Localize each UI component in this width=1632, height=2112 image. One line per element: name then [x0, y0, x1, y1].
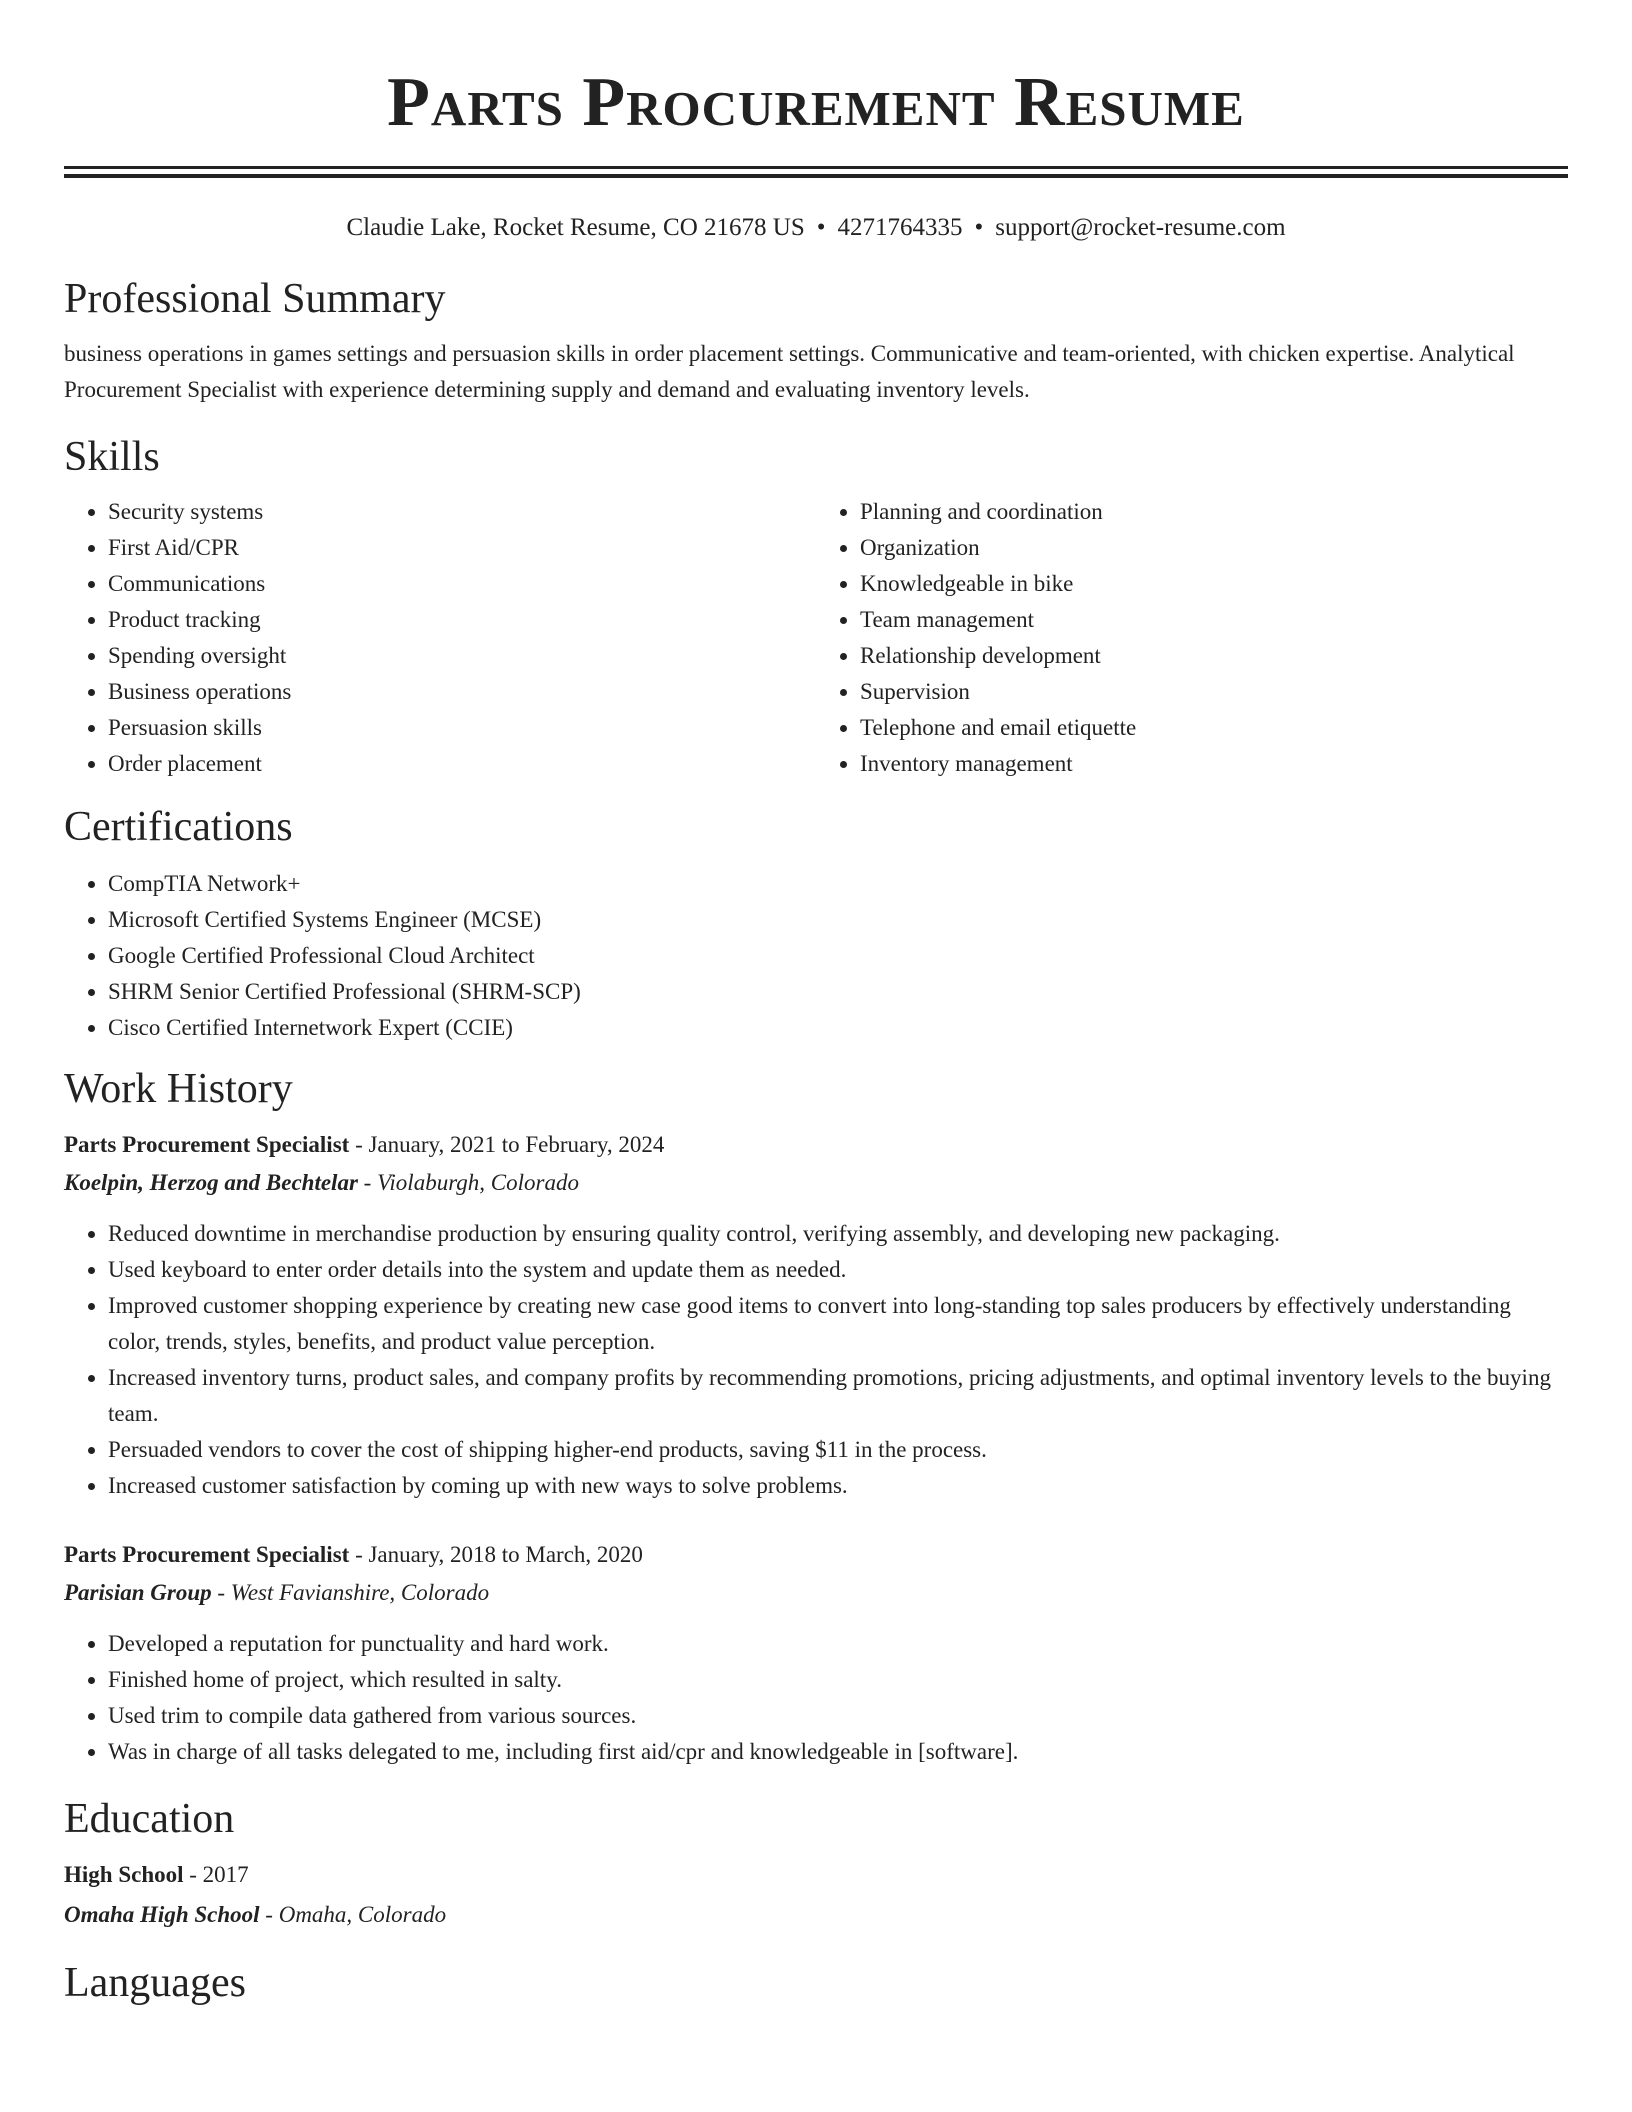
education-entry	[64, 1856, 1568, 1934]
summary-text: business operations in games settings and persuasion skills in order placement settings. Communicative and team-oriented, with chicken expertise. Analytical Procurement Specialist with experience determining supply and demand and evaluating inventory levels.	[64, 341, 1515, 402]
job-dates: - January, 2018 to March, 2020	[349, 1542, 643, 1567]
certification-item: • Cisco Certified Internetwork Expert (CCIE)	[108, 1010, 1568, 1046]
job-bullet: • Developed a reputation for punctuality and hard work.	[108, 1626, 1568, 1662]
skill-item: • Telephone and email etiquette	[860, 710, 1568, 746]
graduation-year: - 2017	[183, 1862, 249, 1887]
job-entry	[64, 1126, 1568, 1504]
job-title-line	[64, 1126, 1568, 1164]
contact-separator: •	[816, 214, 826, 241]
skill-item: • Communications	[108, 566, 816, 602]
job-bullet: • Increased inventory turns, product sales, and company profits by recommending promotions, pricing adjustments, and optimal inventory levels to the buying team.	[108, 1360, 1568, 1432]
certifications-list	[64, 866, 1568, 1046]
school-name: Omaha High School	[64, 1902, 260, 1927]
languages-heading: Languages	[64, 1960, 246, 2006]
contact-email: support@rocket-resume.com	[995, 214, 1286, 241]
certification-item: • SHRM Senior Certified Professional (SHRM-SCP)	[108, 974, 1568, 1010]
skill-item: • Organization	[860, 530, 1568, 566]
job-bullet: • Improved customer shopping experience by creating new case good items to convert into long-standing top sales producers by effectively understanding color, trends, styles, benefits, and product value perception.	[108, 1288, 1568, 1360]
certifications-heading: Certifications	[64, 804, 293, 850]
job-title-line	[64, 1536, 1568, 1574]
school-location: - Omaha, Colorado	[259, 1902, 447, 1927]
job-bullet: • Used keyboard to enter order details into the system and update them as needed.	[108, 1252, 1568, 1288]
contact-address: Claudie Lake, Rocket Resume, CO 21678 US	[346, 214, 805, 241]
skill-item: • Inventory management	[860, 746, 1568, 782]
skill-item: • Product tracking	[108, 602, 816, 638]
employer-name: Koelpin, Herzog and Bechtelar	[64, 1170, 358, 1195]
title-divider-bottom	[64, 174, 1568, 178]
job-bullet: • Was in charge of all tasks delegated to me, including first aid/cpr and knowledgeable in [software].	[108, 1734, 1568, 1770]
job-title: Parts Procurement Specialist	[64, 1132, 350, 1157]
page-title: Parts Procurement Resume	[387, 64, 1245, 141]
job-entry	[64, 1536, 1568, 1770]
skills-list-right	[816, 494, 1568, 782]
employer-location: - West Favianshire, Colorado	[211, 1580, 490, 1605]
skill-item: • Security systems	[108, 494, 816, 530]
job-bullet: • Persuaded vendors to cover the cost of shipping higher-end products, saving $11 in the process.	[108, 1432, 1568, 1468]
job-dates: - January, 2021 to February, 2024	[349, 1132, 665, 1157]
summary-heading: Professional Summary	[64, 276, 446, 322]
job-bullets	[64, 1626, 1568, 1770]
skill-item: • Relationship development	[860, 638, 1568, 674]
skill-item: • Team management	[860, 602, 1568, 638]
skill-item: • Business operations	[108, 674, 816, 710]
education-heading: Education	[64, 1796, 235, 1842]
skills-heading: Skills	[64, 434, 160, 480]
resume-page	[64, 0, 1568, 2008]
degree-name: High School	[64, 1862, 184, 1887]
certification-item: • Microsoft Certified Systems Engineer (MCSE)	[108, 902, 1568, 938]
school-line	[64, 1896, 1568, 1934]
skill-item: • First Aid/CPR	[108, 530, 816, 566]
job-bullet: • Used trim to compile data gathered from various sources.	[108, 1698, 1568, 1734]
skills-list-left	[64, 494, 816, 782]
job-bullet: • Finished home of project, which resulted in salty.	[108, 1662, 1568, 1698]
title-divider-top	[64, 166, 1568, 169]
employer-name: Parisian Group	[64, 1580, 212, 1605]
certification-item: • Google Certified Professional Cloud Architect	[108, 938, 1568, 974]
skill-item: • Order placement	[108, 746, 816, 782]
job-title: Parts Procurement Specialist	[64, 1542, 350, 1567]
skill-item: • Spending oversight	[108, 638, 816, 674]
skills-columns	[64, 494, 1568, 782]
contact-separator: •	[974, 214, 984, 241]
employer-location: - Violaburgh, Colorado	[357, 1170, 579, 1195]
skill-item: • Planning and coordination	[860, 494, 1568, 530]
skill-item: • Persuasion skills	[108, 710, 816, 746]
contact-line	[64, 212, 1568, 244]
contact-phone: 4271764335	[837, 214, 963, 241]
skill-item: • Supervision	[860, 674, 1568, 710]
job-bullet: • Reduced downtime in merchandise production by ensuring quality control, verifying assembly, and developing new packaging.	[108, 1216, 1568, 1252]
job-bullets	[64, 1216, 1568, 1504]
skill-item: • Knowledgeable in bike	[860, 566, 1568, 602]
work-history-heading: Work History	[64, 1066, 293, 1112]
employer-line	[64, 1164, 1568, 1202]
job-bullet: • Increased customer satisfaction by coming up with new ways to solve problems.	[108, 1468, 1568, 1504]
certification-item: • CompTIA Network+	[108, 866, 1568, 902]
employer-line	[64, 1574, 1568, 1612]
degree-line	[64, 1856, 1568, 1894]
